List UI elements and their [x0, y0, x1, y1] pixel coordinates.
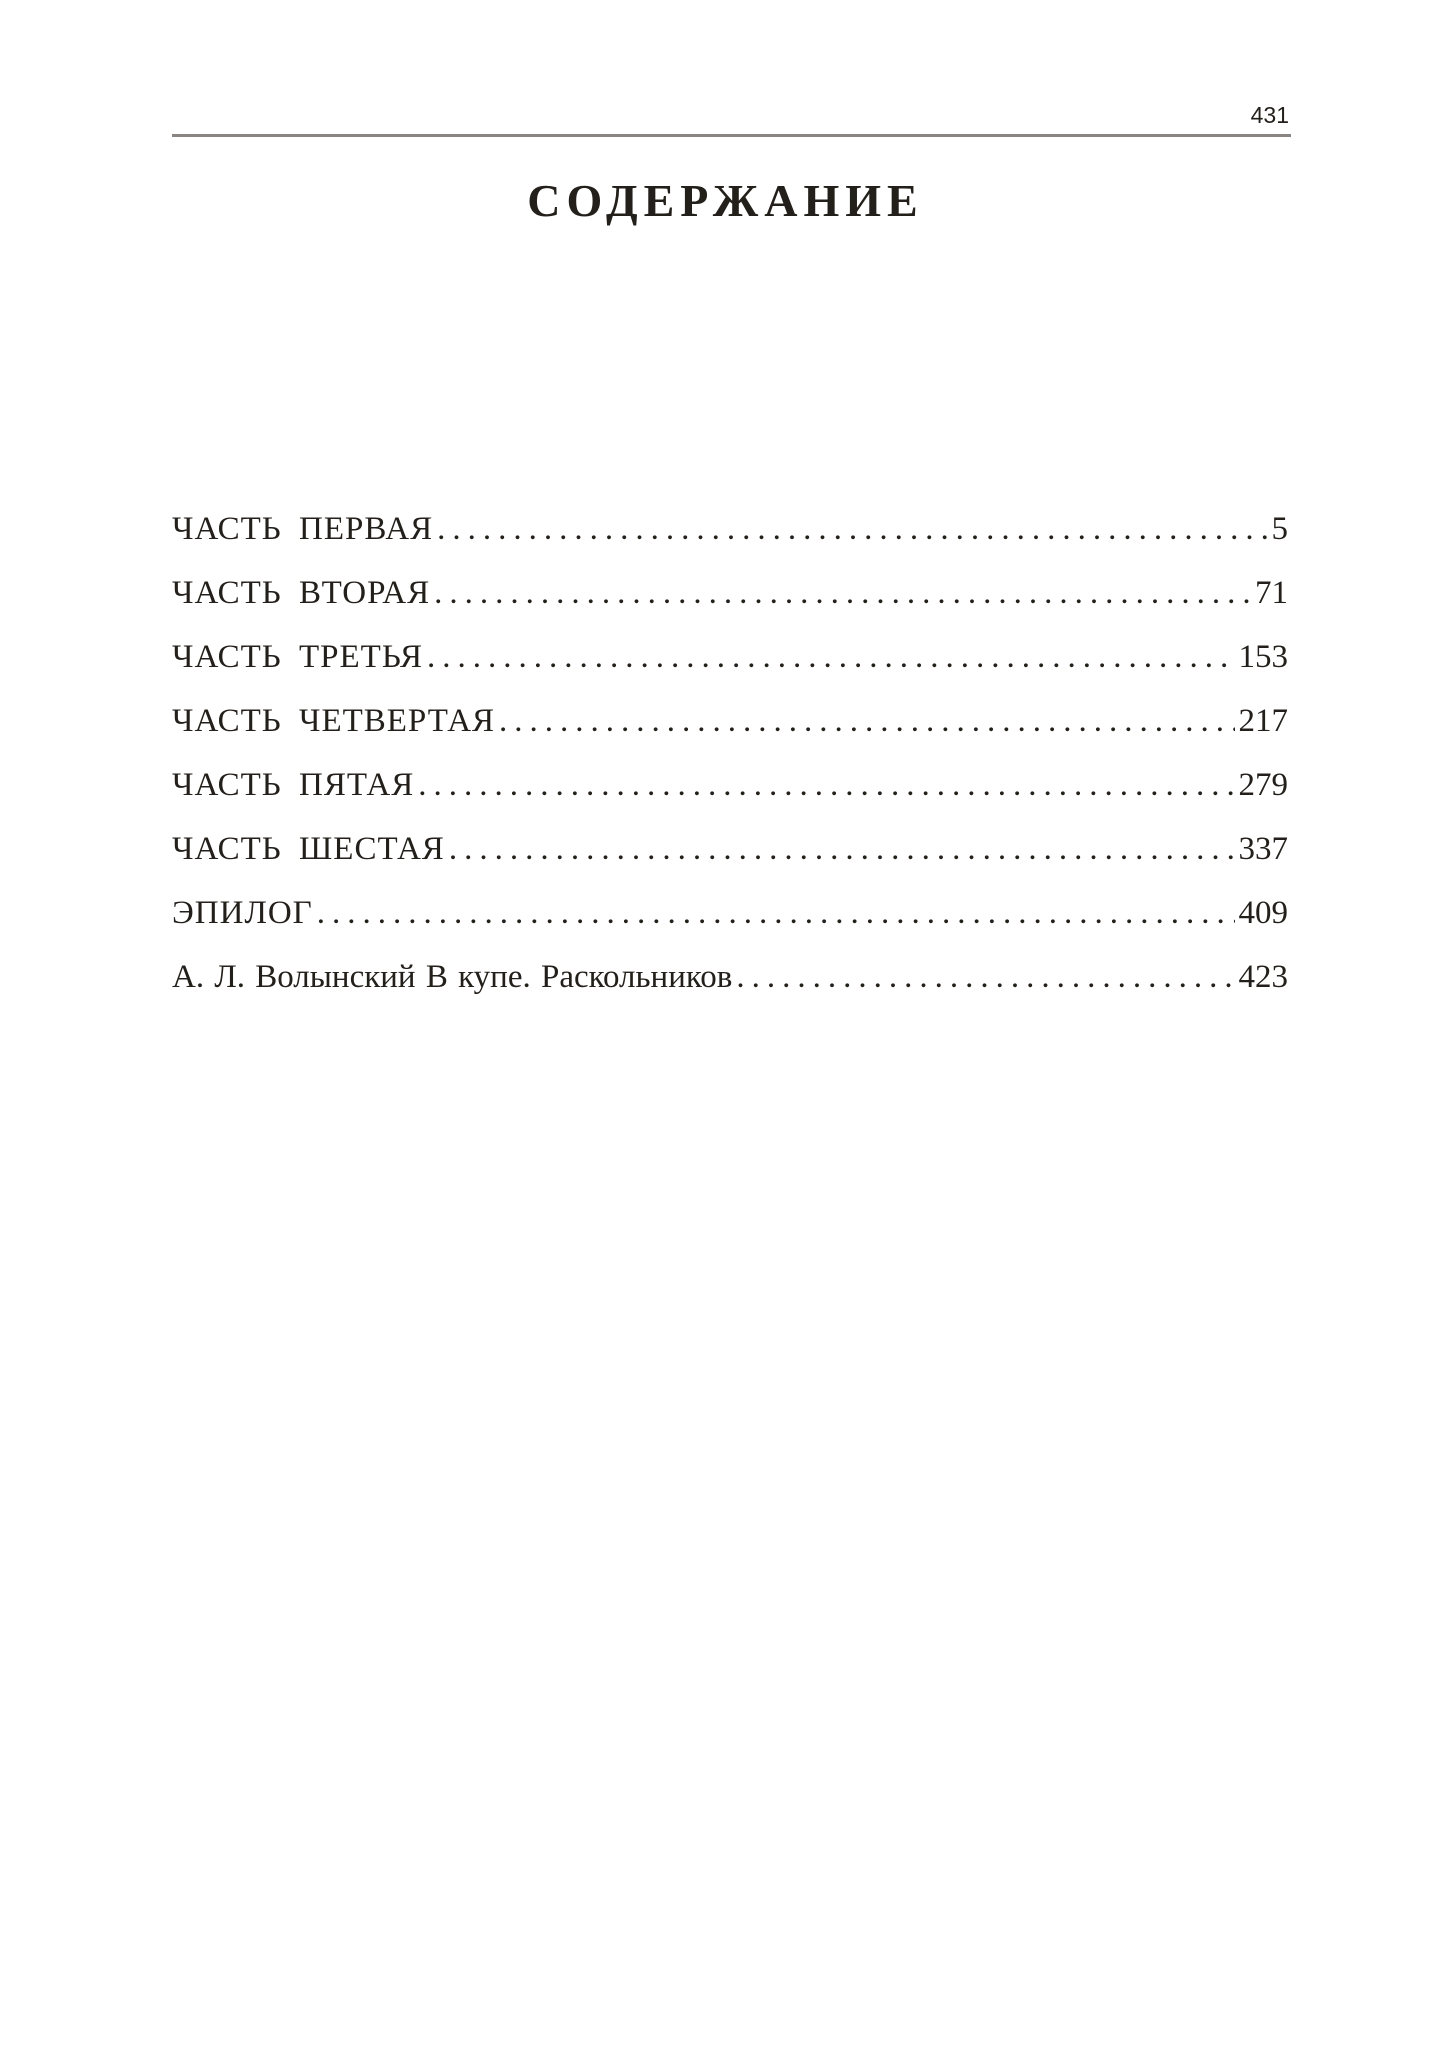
toc-entry-part-5[interactable]	[172, 763, 1288, 827]
table-of-contents	[172, 507, 1288, 1019]
toc-entry-page: 153	[1238, 639, 1288, 675]
toc-entry-epilogue[interactable]	[172, 891, 1288, 955]
toc-entry-essay[interactable]	[172, 955, 1288, 1019]
toc-entry-label: ЧАСТЬ ВТОРАЯ	[172, 575, 431, 611]
toc-entry-label: ЧАСТЬ ПЕРВАЯ	[172, 511, 434, 547]
toc-entry-label: ЧАСТЬ ЧЕТВЕРТАЯ	[172, 703, 496, 739]
toc-entry-part-6[interactable]	[172, 827, 1288, 891]
toc-entry-label: ЧАСТЬ ПЯТАЯ	[172, 767, 415, 803]
toc-entry-part-4[interactable]	[172, 699, 1288, 763]
toc-entry-page: 279	[1238, 767, 1288, 803]
toc-entry-label: А. Л. Волынский В купе. Раскольников	[172, 959, 733, 995]
toc-entry-label: ЧАСТЬ ШЕСТАЯ	[172, 831, 445, 867]
page-title: СОДЕРЖАНИЕ	[527, 175, 924, 226]
toc-dot-leader	[418, 763, 1234, 807]
toc-entry-part-2[interactable]	[172, 571, 1288, 635]
toc-dot-leader	[736, 955, 1234, 999]
toc-dot-leader	[427, 635, 1234, 679]
toc-entry-part-3[interactable]	[172, 635, 1288, 699]
header-rule	[172, 134, 1291, 137]
toc-dot-leader	[317, 891, 1235, 935]
toc-entry-label: ЧАСТЬ ТРЕТЬЯ	[172, 639, 424, 675]
toc-dot-leader	[499, 699, 1234, 743]
page-number: 431	[1250, 102, 1289, 128]
toc-dot-leader	[449, 827, 1235, 871]
toc-entry-page: 423	[1238, 959, 1288, 995]
toc-entry-page: 71	[1255, 575, 1288, 611]
toc-entry-part-1[interactable]	[172, 507, 1288, 571]
toc-entry-label: ЭПИЛОГ	[172, 895, 313, 931]
toc-dot-leader	[437, 507, 1267, 551]
toc-dot-leader	[434, 571, 1251, 615]
toc-entry-page: 409	[1238, 895, 1288, 931]
toc-entry-page: 217	[1238, 703, 1288, 739]
toc-entry-page: 337	[1238, 831, 1288, 867]
toc-entry-page: 5	[1271, 511, 1288, 547]
